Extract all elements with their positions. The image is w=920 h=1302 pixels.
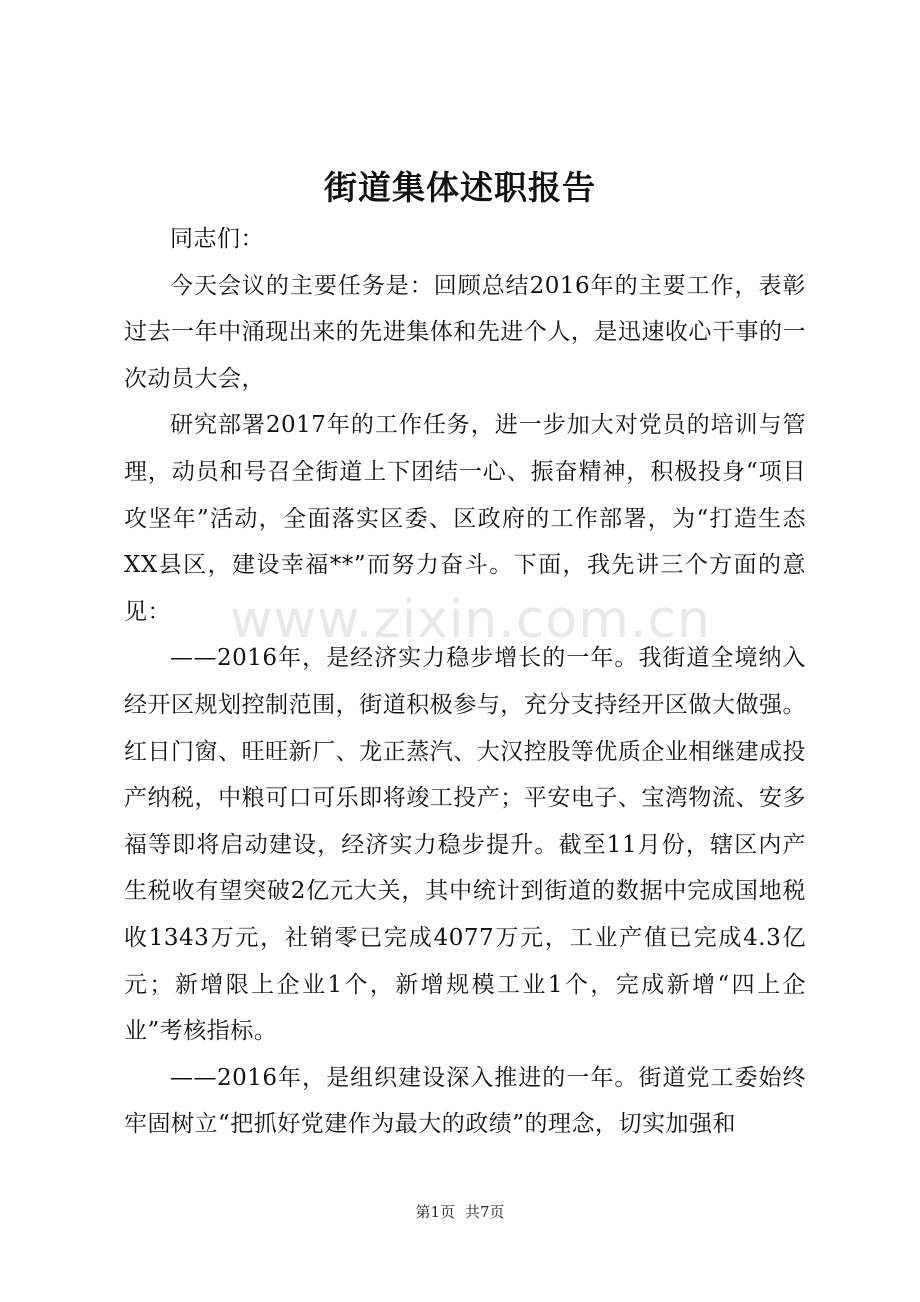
- salutation-paragraph: 同志们：: [170, 226, 264, 252]
- page-total: 共7页: [465, 1203, 505, 1221]
- page-number: 第1页: [415, 1203, 455, 1221]
- page-footer: [0, 1200, 920, 1224]
- body-paragraph: 研究部署2017年的工作任务，进一步加大对党员的培训与管理，动员和号召全街道上下团结一心、振奋精神，积极投身“项目攻坚年”活动，全面落实区委、区政府的工作部署，为“打造生态XX县区，建设幸福**”而努力奋斗。下面，我先讲三个方面的意见：: [124, 412, 806, 625]
- body-paragraph: ——2016年，是经济实力稳步增长的一年。我街道全境纳入经开区规划控制范围，街道积极参与，充分支持经开区做大做强。红日门窗、旺旺新厂、龙正蒸汽、大汉控股等优质企业相继建成投产纳税，中粮可口可乐即将竣工投产；平安电子、宝湾物流、安多福等即将启动建设，经济实力稳步提升。截至11月份，辖区内产生税收有望突破2亿元大关，其中统计到街道的数据中完成国地税收1343万元，社销零已完成4077万元，工业产值已完成4.3亿元；新增限上企业1个，新增规模工业1个，完成新增“四上企业”考核指标。: [124, 645, 806, 1045]
- body-paragraph: 今天会议的主要任务是：回顾总结2016年的主要工作，表彰过去一年中涌现出来的先进集体和先进个人，是迅速收心干事的一次动员大会，: [124, 272, 806, 392]
- watermark: www.zixin.com.cn: [230, 590, 711, 650]
- document-body: [124, 216, 806, 1148]
- document-title: 街道集体述职报告: [324, 168, 596, 207]
- body-paragraph: ——2016年，是组织建设深入推进的一年。街道党工委始终牢固树立“把抓好党建作为最大的政绩”的理念，切实加强和: [124, 1064, 806, 1138]
